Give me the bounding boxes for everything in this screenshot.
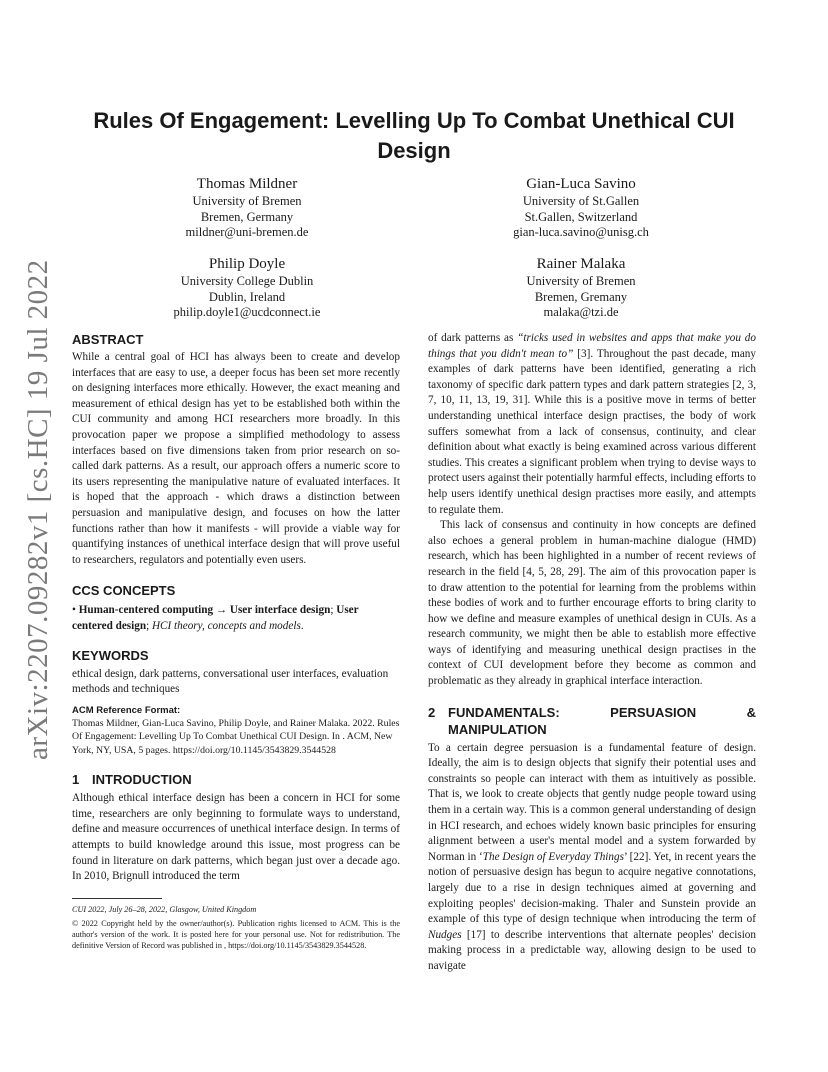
footnote bbox=[72, 898, 400, 951]
ccs-concept: Human-centered computing bbox=[78, 604, 214, 617]
author-affiliation: University of Bremen bbox=[192, 194, 302, 208]
ccs-concepts bbox=[72, 603, 400, 634]
author-block-2 bbox=[456, 174, 706, 241]
abstract-heading: ABSTRACT bbox=[72, 332, 144, 347]
ccs-arrow: → bbox=[215, 604, 228, 617]
paragraph bbox=[428, 331, 756, 518]
keywords-text: ethical design, dark patterns, conversational user interfaces, evaluation methods and techniques bbox=[72, 667, 389, 696]
author-block-1 bbox=[122, 174, 372, 241]
author-email: philip.doyle1@ucdconnect.ie bbox=[173, 305, 321, 319]
keywords-heading: KEYWORDS bbox=[72, 647, 149, 663]
abstract-text: While a central goal of HCI has always been to create and develop interfaces that are easy to use, a deeper focus has been set more recently on designing interfaces more ethically. However, the exact meaning and measurement of ethical design has yet to be established both within the CUI community and among HCI researchers more broadly. In this provocation paper we propose a simplified methodology to assess interfaces based on five dimensions taken from prior research on so-called dark patterns. As a result, our approach offers a numeric score to its users representing the manipulative nature of evaluated interfaces. It is hoped that the approach - which draws a distinction between persuasion and manipulative design, and focuses on how the latter functions rather than how it manifests - will provide a viable way for quantifying instances of unethical interface design that will prove useful to researchers, regulators and potentially even users. bbox=[72, 351, 400, 566]
ccs-separator: ; bbox=[146, 619, 150, 632]
introduction-heading bbox=[72, 771, 400, 788]
section-title: INTRODUCTION bbox=[92, 772, 192, 788]
paper-title: Rules Of Engagement: Levelling Up To Combat Unethical CUI Design bbox=[93, 108, 735, 163]
author-block-3 bbox=[122, 254, 372, 321]
author-name: Thomas Mildner bbox=[196, 176, 298, 192]
conference-info: CUI 2022, July 26–28, 2022, Glasgow, United Kingdom bbox=[72, 905, 257, 914]
reference-format-heading: ACM Reference Format: bbox=[72, 704, 181, 716]
author-affiliation: University of Bremen bbox=[526, 274, 636, 288]
book-title: The Design of Everyday Things bbox=[482, 850, 624, 863]
left-column bbox=[72, 331, 400, 885]
author-location: Bremen, Germany bbox=[200, 209, 294, 224]
section-title: FUNDAMENTALS: PERSUASION & MANIPULATION bbox=[448, 704, 756, 737]
author-affiliation: University of St.Gallen bbox=[522, 194, 640, 208]
text-span: To a certain degree persuasion is a fundamental feature of design. Ideally, the aim is to design objects that signify their potential uses and constraints so people can interact with them as intuitively as possible. That is, we look to create objects that gently nudge people toward using them in a certain way. This is a common general understanding of design in HCI research, and echoes widely known basic principles for ensuring alignment between a user's mental model and a system forwarded by Norman in ‘ bbox=[428, 741, 756, 863]
author-affiliation: University College Dublin bbox=[180, 274, 314, 288]
quote: “tricks used in websites and apps that make you do things that you didn't mean to” bbox=[428, 332, 756, 360]
author-email: gian-luca.savino@unisg.ch bbox=[513, 225, 649, 239]
author-name: Philip Doyle bbox=[208, 256, 286, 272]
reference-format-text: Thomas Mildner, Gian-Luca Savino, Philip Doyle, and Rainer Malaka. 2022. Rules Of Engagement: Levelling Up To Combat Unethical CUI Design. In . ACM, New York, NY, USA, 5 pages. https://doi.org/10.1145/3543829.3544528 bbox=[72, 717, 400, 756]
arxiv-identifier: arXiv:2207.09282v1 [cs.HC] 19 Jul 2022 bbox=[22, 259, 54, 760]
ccs-bullet: • bbox=[72, 604, 76, 617]
ccs-concept: User interface design bbox=[229, 604, 331, 617]
ccs-heading: CCS CONCEPTS bbox=[72, 583, 176, 599]
author-email: malaka@tzi.de bbox=[543, 305, 619, 319]
author-location: Dublin, Ireland bbox=[208, 289, 286, 304]
ccs-concept: User centered design bbox=[72, 604, 359, 632]
section-number: 2 bbox=[428, 704, 436, 720]
section-number: 1 bbox=[72, 772, 80, 788]
footnote-rule bbox=[72, 898, 162, 899]
text-span: [3]. Throughout the past decade, many examples of dark patterns have been identified, generating a rich taxonomy of specific dark pattern types and dark pattern strategies [2, 3, 7, 10, 11, 13, 19, 31]. While this is a positive move in terms of better understanding unethical interface design practises, the body of work suffers somewhat from a lack of consensus, continuity, and clear definition about what exactly is being examined across various different studies. This creates a significant problem when trying to devise ways to protect users against their potentially harmful effects, including efforts to help users identify unethical design practises more easily, and attempts to regulate them. bbox=[428, 347, 756, 516]
author-name: Gian-Luca Savino bbox=[526, 176, 636, 192]
author-location: Bremen, Gremany bbox=[534, 289, 628, 304]
author-email: mildner@uni-bremen.de bbox=[185, 225, 309, 239]
author-location: St.Gallen, Switzerland bbox=[524, 209, 638, 224]
text-span: of dark patterns as bbox=[428, 332, 518, 344]
ccs-separator: ; bbox=[330, 604, 334, 617]
text-span: [17] to describe interventions that alternate peoples' decision making process in a predictable way, allowing design to be used to navigate bbox=[428, 928, 756, 972]
author-name: Rainer Malaka bbox=[536, 256, 626, 272]
right-column bbox=[428, 331, 756, 975]
paragraph: This lack of consensus and continuity in how concepts are defined also echoes a general problem in human-machine dialogue (HMD) research, which has been highlighted in a number of recent reviews of research in the field [4, 5, 28, 29]. The aim of this provocation paper is to draw attention to the potential for learning from the problems within these bodies of work and to further encourage efforts to bring clarity to how we define and measure examples of unethical design in CUIs. As a research community, we might then be able to establish more effective ways of identifying and measuring unethical design practises in the context of CUI development before they become as common and problematic as they already in graphical interface interaction. bbox=[428, 519, 756, 688]
term: Nudges bbox=[428, 928, 462, 941]
paragraph bbox=[428, 741, 756, 975]
author-block-4 bbox=[456, 254, 706, 321]
text-span: ’ [22]. Yet, in recent years the notion of persuasive design has begun to acquire negative connotations, largely due to a rise in design techniques aimed at governing and exploiting peoples' decision-making. Thaler and Sunstein provide an example of this type of design technique when introducing the term of bbox=[428, 850, 756, 926]
ccs-end: . bbox=[300, 619, 304, 632]
copyright-notice: © 2022 Copyright held by the owner/author(s). Publication rights licensed to ACM. This is the author's version of the work. It is posted here for your personal use. Not for redistribution. The definitive Version of Record was published in , https://doi.org/10.1145/3543829.3544528. bbox=[72, 919, 400, 950]
section-2-heading bbox=[428, 704, 756, 738]
ccs-concept: HCI theory, concepts and models bbox=[151, 619, 301, 632]
introduction-text: Although ethical interface design has been a concern in HCI for some time, researchers are only beginning to formulate ways to understand, define and measure occurrences of unethical interface design. In terms of attempts to build knowledge around this issue, most progress can be found in literature on dark patterns, which began just over a decade ago. In 2010, Brignull introduced the term bbox=[72, 792, 400, 883]
